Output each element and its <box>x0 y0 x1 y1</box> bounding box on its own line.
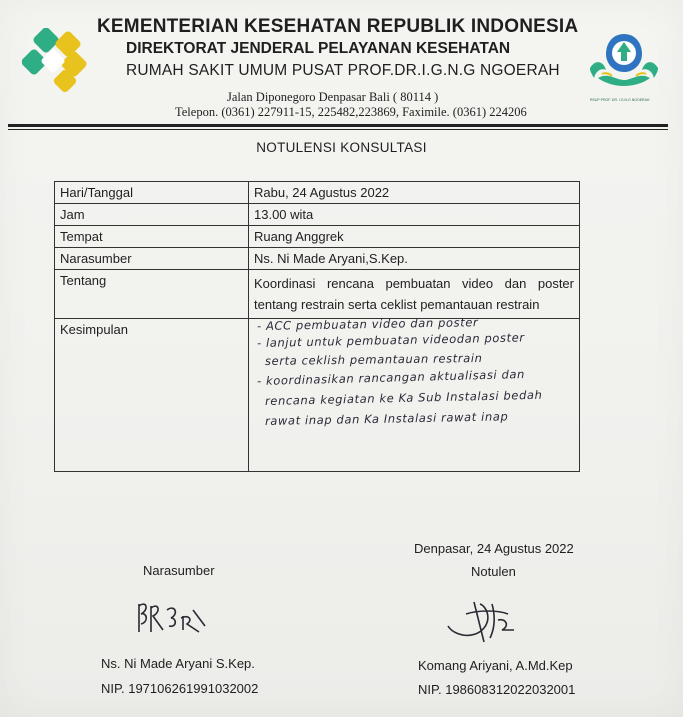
handwritten-line: - ACC pembuatan video dan poster <box>256 315 479 333</box>
notulen-nip: NIP. 198608312022032001 <box>418 682 576 697</box>
handwritten-line: - lanjut untuk pembuatan videodan poster <box>256 330 525 350</box>
directorate-name: DIREKTORAT JENDERAL PELAYANAN KESEHATAN <box>126 40 511 57</box>
notulen-label: Notulen <box>471 564 516 579</box>
row-label: Jam <box>55 204 249 226</box>
kesimpulan-cell <box>249 315 580 472</box>
row-value: Koordinasi rencana pembuatan video dan poster tentang restrain serta ceklist pemantauan restrain <box>249 270 580 319</box>
minutes-table <box>54 181 580 472</box>
letterhead-rule-thick <box>8 124 668 127</box>
address-line: Jalan Diponegoro Denpasar Bali ( 80114 ) <box>227 90 439 104</box>
narasumber-nip: NIP. 197106261991032002 <box>101 681 259 696</box>
kemenkes-logo <box>22 28 88 94</box>
row-label: Hari/Tanggal <box>55 182 249 204</box>
row-value: Rabu, 24 Agustus 2022 <box>249 182 580 204</box>
narasumber-signature <box>133 596 211 638</box>
row-value: Ruang Anggrek <box>249 226 580 248</box>
table-row <box>55 204 580 226</box>
table-row <box>55 319 580 472</box>
table-row <box>55 182 580 204</box>
row-label: Kesimpulan <box>55 319 249 472</box>
table-row <box>55 248 580 270</box>
handwritten-line: rawat inap dan Ka Instalasi rawat inap <box>264 409 509 428</box>
hospital-name: RUMAH SAKIT UMUM PUSAT PROF.DR.I.G.N.G NGOERAH <box>126 62 560 79</box>
row-label: Narasumber <box>55 248 249 270</box>
row-label: Tempat <box>55 226 249 248</box>
signing-date: Denpasar, 24 Agustus 2022 <box>414 541 574 556</box>
row-value: 13.00 wita <box>249 204 580 226</box>
table-row <box>55 226 580 248</box>
notulen-name: Komang Ariyani, A.Md.Kep <box>418 658 573 673</box>
contact-line: Telepon. (0361) 227911-15, 225482,223869, Faximile. (0361) 224206 <box>175 105 527 119</box>
notulen-signature <box>444 596 520 646</box>
handwritten-line: - koordinasikan rancangan aktualisasi dan <box>256 366 526 388</box>
letterhead-rule-thin <box>8 129 668 130</box>
ministry-name: KEMENTERIAN KESEHATAN REPUBLIK INDONESIA <box>97 16 579 37</box>
row-label: Tentang <box>55 270 249 319</box>
table-row <box>55 270 580 319</box>
handwritten-line: serta ceklish pemantauan restrain <box>264 350 483 368</box>
logo-caption: RSUP PROF. DR. I.G.N.G NGOERAH <box>590 98 650 102</box>
document-title: NOTULENSI KONSULTASI <box>256 140 427 155</box>
row-value: Ns. Ni Made Aryani,S.Kep. <box>249 248 580 270</box>
narasumber-name: Ns. Ni Made Aryani S.Kep. <box>101 656 255 671</box>
narasumber-label: Narasumber <box>143 563 215 578</box>
handwritten-line: rencana kegiatan ke Ka Sub Instalasi bedah <box>264 387 543 408</box>
